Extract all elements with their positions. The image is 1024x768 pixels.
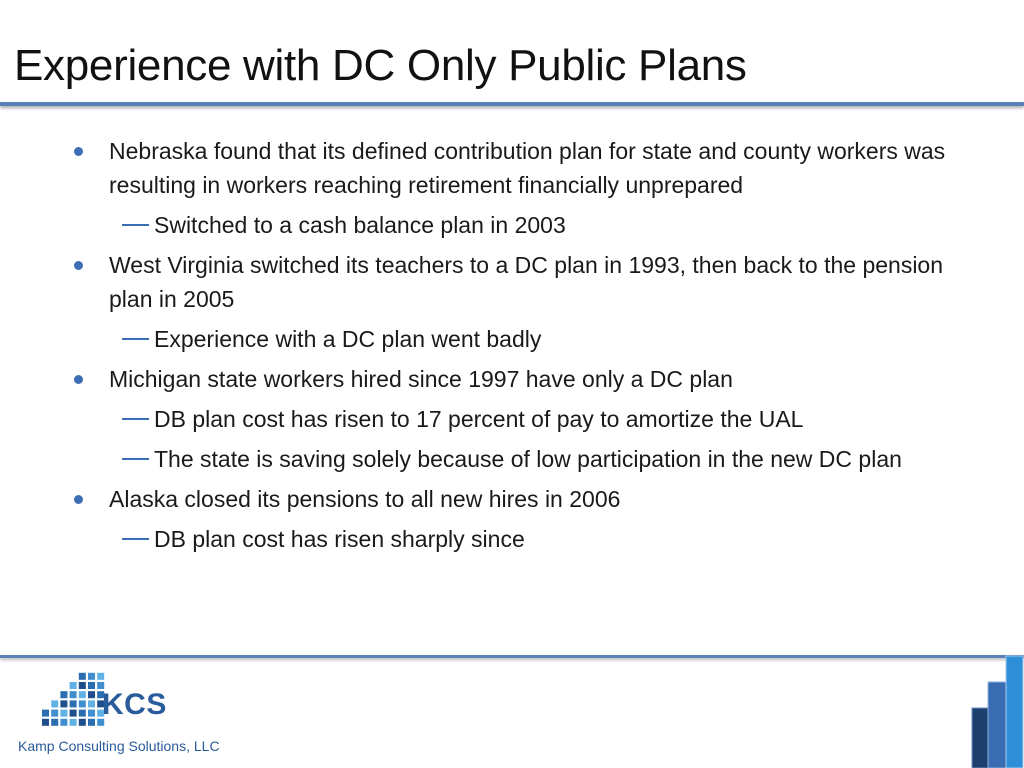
sub-bullet-text: Switched to a cash balance plan in 2003 [154, 212, 566, 238]
logo-square [60, 700, 67, 707]
logo-square [79, 682, 86, 689]
logo-square [51, 710, 58, 717]
bullet-text: Nebraska found that its defined contribution plan for state and county workers was resulting in workers reaching retirement financially unprepared [109, 138, 946, 198]
logo-square [42, 719, 49, 726]
logo-square [79, 700, 86, 707]
bullet-item [70, 362, 950, 396]
sub-bullet-text: DB plan cost has risen to 17 percent of pay to amortize the UAL [154, 406, 804, 432]
bullet-item [70, 482, 950, 516]
dash-icon [122, 418, 149, 420]
logo-square [51, 700, 58, 707]
dash-icon [122, 458, 149, 460]
logo-square [70, 710, 77, 717]
logo-square [60, 710, 67, 717]
bullet-text: West Virginia switched its teachers to a DC plan in 1993, then back to the pension plan in 2005 [109, 252, 944, 312]
logo-square [60, 719, 67, 726]
logo-square [70, 719, 77, 726]
bullet-dot-icon [74, 261, 83, 270]
logo-square [70, 682, 77, 689]
logo-square [88, 682, 95, 689]
dash-icon [122, 538, 149, 540]
logo-square [70, 691, 77, 698]
sub-bullet-item [70, 322, 950, 356]
bullet-list [70, 134, 950, 562]
logo-square [88, 719, 95, 726]
logo-square [42, 710, 49, 717]
logo-square [79, 691, 86, 698]
dash-icon [122, 338, 149, 340]
dash-icon [122, 224, 149, 226]
bullet-item [70, 134, 950, 202]
sub-bullet-item [70, 522, 950, 556]
logo-square [51, 719, 58, 726]
bullet-item [70, 248, 950, 316]
logo-square [79, 710, 86, 717]
title-divider [0, 102, 1024, 106]
logo-square [70, 700, 77, 707]
logo-square [79, 719, 86, 726]
bullet-dot-icon [74, 375, 83, 384]
bullet-text: Michigan state workers hired since 1997 have only a DC plan [109, 366, 733, 392]
footer-divider [0, 655, 1024, 658]
logo-square [88, 691, 95, 698]
slide-title: Experience with DC Only Public Plans [14, 41, 747, 90]
bar-steps-icon [968, 654, 1024, 768]
sub-bullet-item [70, 208, 950, 242]
logo-square [79, 673, 86, 680]
sub-bullet-text: DB plan cost has risen sharply since [154, 526, 525, 552]
logo-company-name: Kamp Consulting Solutions, LLC [18, 738, 220, 754]
logo-square [60, 691, 67, 698]
logo-square [88, 673, 95, 680]
bullet-text: Alaska closed its pensions to all new hires in 2006 [109, 486, 621, 512]
logo-square [97, 673, 104, 680]
sub-bullet-text: Experience with a DC plan went badly [154, 326, 542, 352]
logo-square [88, 710, 95, 717]
sub-bullet-text: The state is saving solely because of low participation in the new DC plan [154, 446, 902, 472]
sub-bullet-item [70, 442, 950, 476]
sub-bullet-item [70, 402, 950, 436]
logo-square [88, 700, 95, 707]
bullet-dot-icon [74, 147, 83, 156]
bullet-dot-icon [74, 495, 83, 504]
logo-abbreviation: KCS [102, 688, 167, 721]
